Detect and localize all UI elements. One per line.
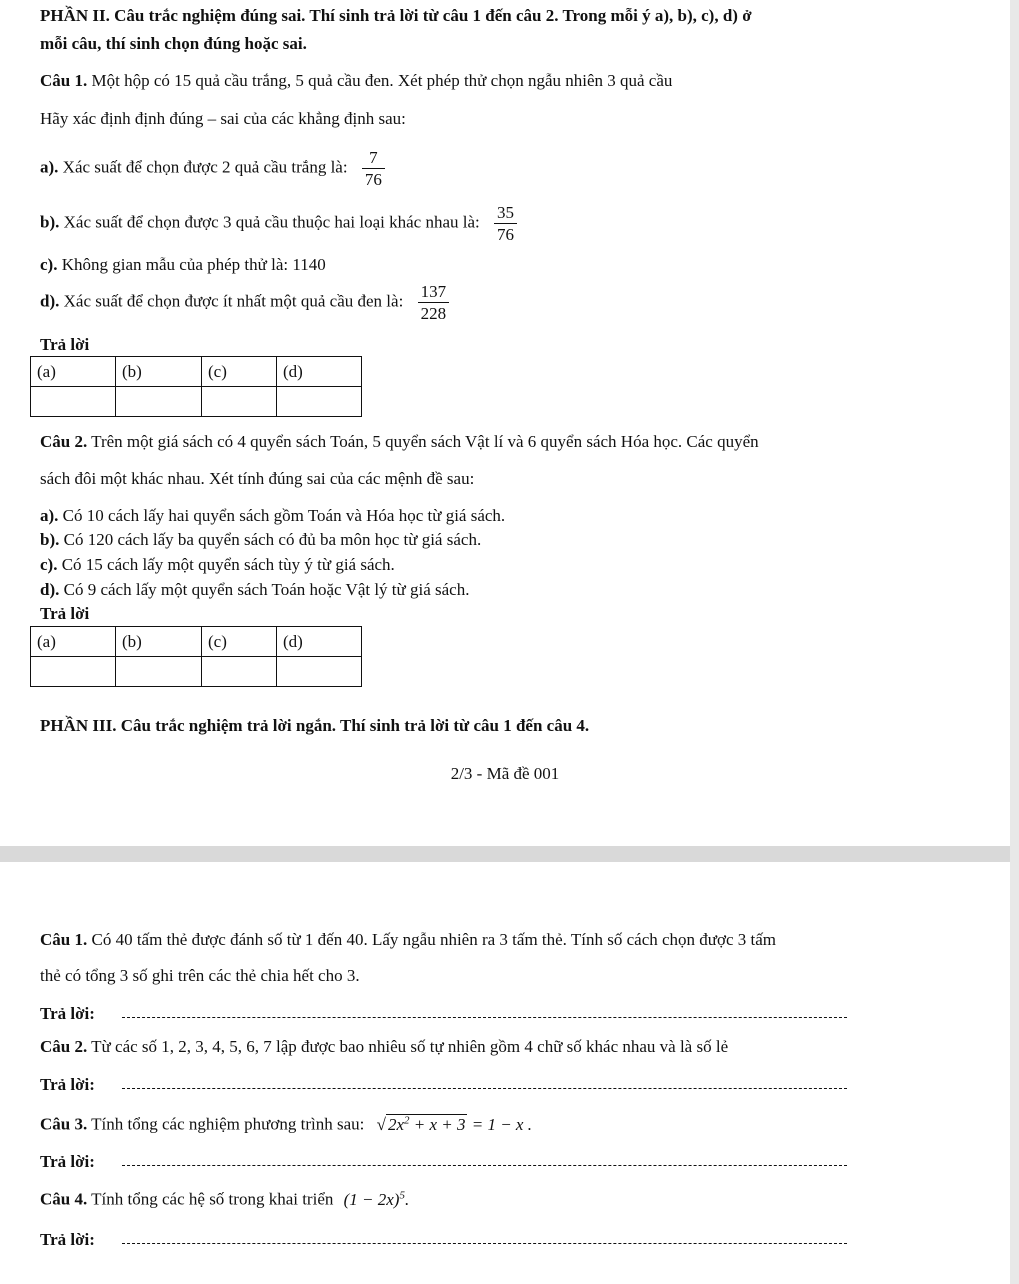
q1-header-d: (d)	[277, 357, 362, 387]
p3-q2-line	[40, 1037, 728, 1057]
p3-q3-line	[40, 1114, 532, 1135]
p3-q4-label: Câu 4.	[40, 1189, 88, 1209]
p3-q3-answer-label: Trả lời:	[40, 1152, 95, 1171]
q1-b-fraction	[494, 202, 517, 246]
p3-q2-label: Câu 2.	[40, 1037, 88, 1056]
p3-q2-answer-label: Trả lời:	[40, 1075, 95, 1094]
p3-q4-text: Tính tổng các hệ số trong khai triển	[87, 1189, 334, 1209]
q2-c-text: Có 15 cách lấy một quyển sách tùy ý từ giá sách.	[57, 555, 395, 574]
q2-header-c: (c)	[202, 627, 277, 657]
q1-option-a	[40, 147, 385, 191]
q2-answer-table	[30, 626, 362, 687]
p3-q1-line2: thẻ có tổng 3 số ghi trên các thẻ chia hết cho 3.	[40, 966, 360, 985]
q2-b-text: Có 120 cách lấy ba quyển sách có đủ ba môn học từ giá sách.	[59, 530, 482, 549]
p3-q3-equation: √ $2x^2 + x + 3 = 1 - x$ .	[376, 1114, 532, 1134]
q1-text: Một hộp có 15 quả cầu trắng, 5 quả cầu đen. Xét phép thử chọn ngẫu nhiên 3 quả cầu	[87, 71, 673, 90]
q2-d-text: Có 9 cách lấy một quyển sách Toán hoặc Vật lý từ giá sách.	[59, 580, 470, 599]
q2-d-label: d).	[40, 580, 60, 599]
table-row	[31, 627, 362, 657]
q1-a-text: Xác suất để chọn được 2 quả cầu trắng là:	[58, 157, 348, 177]
p3-q3-text: Tính tổng các nghiệm phương trình sau:	[87, 1114, 365, 1134]
table-row	[31, 657, 362, 687]
radicand-rest: + x + 3	[409, 1114, 466, 1134]
p3-q1-label: Câu 1.	[40, 930, 88, 949]
q1-d-numerator: 137	[418, 281, 450, 303]
q2-c-label: c).	[40, 555, 58, 574]
p3-q4-answer-line[interactable]	[122, 1243, 847, 1244]
table-row	[31, 387, 362, 417]
q1-a-denominator: 76	[364, 170, 382, 190]
page-edge-shadow	[1010, 0, 1019, 1284]
q1-instruction: Hãy xác định định đúng – sai của các khẳng định sau:	[40, 109, 406, 128]
part2-heading-line2: mỗi câu, thí sinh chọn đúng hoặc sai.	[40, 34, 307, 53]
q1-b-denominator: 76	[497, 225, 515, 245]
q1-answer-cell-c[interactable]	[202, 387, 277, 417]
q2-option-b	[40, 530, 481, 550]
q2-a-label: a).	[40, 506, 59, 525]
q1-b-numerator: 35	[494, 202, 517, 224]
p3-q3-label: Câu 3.	[40, 1114, 88, 1134]
q2-option-d	[40, 580, 469, 600]
p3-q1-line1	[40, 930, 776, 950]
p3-q2-answer-line[interactable]	[122, 1088, 847, 1089]
radicand-exponent: 2	[403, 1114, 410, 1126]
q2-answer-cell-d[interactable]	[277, 657, 362, 687]
q2-text-line1: Trên một giá sách có 4 quyển sách Toán, 5 quyển sách Vật lí và 6 quyển sách Hóa học. Các quyển	[87, 432, 759, 451]
q1-option-c	[40, 255, 326, 275]
q1-answer-table	[30, 356, 362, 417]
q1-b-text: Xác suất để chọn được 3 quả cầu thuộc hai loại khác nhau là:	[59, 212, 480, 232]
q2-answer-cell-c[interactable]	[202, 657, 277, 687]
expression-base: (1 − 2x)	[343, 1189, 400, 1209]
q1-answer-cell-b[interactable]	[116, 387, 202, 417]
q2-header-b: (b)	[116, 627, 202, 657]
q2-answer-cell-b[interactable]	[116, 657, 202, 687]
p3-q2-text: Từ các số 1, 2, 3, 4, 5, 6, 7 lập được bao nhiêu số tự nhiên gồm 4 chữ số khác nhau và là số lẻ	[87, 1037, 729, 1056]
q1-a-fraction	[362, 147, 385, 191]
q1-stem	[40, 71, 672, 91]
q1-c-text: Không gian mẫu của phép thử là: 1140	[57, 255, 326, 274]
p3-q1-answer-label: Trả lời:	[40, 1004, 95, 1023]
q1-header-b: (b)	[116, 357, 202, 387]
q2-header-d: (d)	[277, 627, 362, 657]
p3-q1-text-line1: Có 40 tấm thẻ được đánh số từ 1 đến 40. Lấy ngẫu nhiên ra 3 tấm thẻ. Tính số cách chọn được 3 tấm	[87, 930, 777, 949]
q2-option-a	[40, 506, 505, 526]
q1-d-text: Xác suất để chọn được ít nhất một quả cầu đen là:	[59, 291, 404, 311]
q2-b-label: b).	[40, 530, 60, 549]
q1-d-denominator: 228	[420, 304, 447, 324]
q2-option-c	[40, 555, 395, 575]
q1-option-d	[40, 281, 449, 325]
q1-d-fraction	[418, 281, 450, 325]
q2-answer-cell-a[interactable]	[31, 657, 116, 687]
equation-rhs: = 1 − x .	[467, 1114, 532, 1134]
q1-label: Câu 1.	[40, 71, 88, 90]
radicand-term: 2x	[387, 1114, 404, 1134]
p3-q4-answer-label: Trả lời:	[40, 1230, 95, 1249]
q2-header-a: (a)	[31, 627, 116, 657]
part3-heading: PHẦN III. Câu trắc nghiệm trả lời ngắn. Thí sinh trả lời từ câu 1 đến câu 4.	[40, 716, 590, 735]
q2-a-text: Có 10 cách lấy hai quyển sách gồm Toán và Hóa học từ giá sách.	[58, 506, 506, 525]
q1-b-label: b).	[40, 212, 60, 232]
p3-q1-answer-line[interactable]	[122, 1017, 847, 1018]
q1-d-label: d).	[40, 291, 60, 311]
q1-a-numerator: 7	[362, 147, 385, 169]
q1-c-label: c).	[40, 255, 58, 274]
q1-option-b	[40, 202, 517, 246]
expression-end: .	[404, 1189, 410, 1209]
q2-label: Câu 2.	[40, 432, 88, 451]
q1-answer-cell-d[interactable]	[277, 387, 362, 417]
q1-answer-label: Trả lời	[40, 335, 90, 354]
page-separator	[0, 846, 1019, 862]
table-row	[31, 357, 362, 387]
p3-q4-line	[40, 1189, 409, 1210]
q1-answer-cell-a[interactable]	[31, 387, 116, 417]
q2-stem-line1	[40, 432, 759, 452]
q1-header-c: (c)	[202, 357, 277, 387]
q2-answer-label: Trả lời	[40, 604, 90, 623]
q1-header-a: (a)	[31, 357, 116, 387]
part2-heading-line1: PHẦN II. Câu trắc nghiệm đúng sai. Thí sinh trả lời từ câu 1 đến câu 2. Trong mỗi ý a), b), c), d) ở	[40, 6, 752, 25]
sqrt-radicand	[386, 1114, 468, 1134]
page-two	[0, 862, 1010, 1284]
p3-q4-expression	[344, 1190, 410, 1209]
p3-q3-answer-line[interactable]	[122, 1165, 847, 1166]
expression-exponent: 5	[399, 1189, 405, 1201]
q1-a-label: a).	[40, 157, 59, 177]
q2-stem-line2: sách đôi một khác nhau. Xét tính đúng sai của các mệnh đề sau:	[40, 469, 475, 488]
page-footer: 2/3 - Mã đề 001	[450, 764, 560, 783]
